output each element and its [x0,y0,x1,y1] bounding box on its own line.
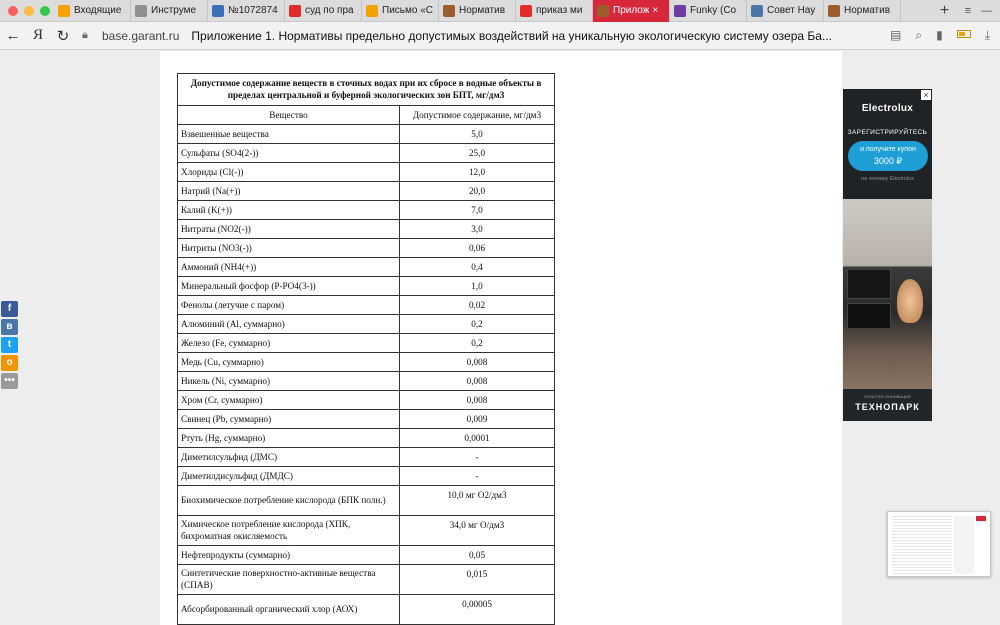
tab-5[interactable] [439,0,516,22]
value-cell: 7,0 [400,201,555,220]
substance-cell: Свинец (Pb, суммарно) [178,410,400,429]
column-header-value: Допустимое содержание, мг/дм3 [400,106,555,125]
substance-cell: Железо (Fe, суммарно) [178,334,400,353]
ad-coupon-button[interactable] [848,141,928,171]
substance-cell: Нефтепродукты (суммарно) [178,546,400,565]
value-cell: - [400,448,555,467]
tab-4[interactable] [362,0,439,22]
thumbnail-badge [976,516,986,521]
value-cell: 0,008 [400,391,555,410]
substance-cell: Диметилдисульфид (ДМДС) [178,467,400,486]
substance-cell: Абсорбированный органический хлор (АОХ) [178,595,400,625]
tab-label: Письмо «С [382,5,433,16]
table-row [178,410,555,429]
tab-8[interactable] [670,0,747,22]
odnoklassniki-share-icon[interactable]: о [1,355,18,371]
value-cell: 0,009 [400,410,555,429]
maximize-window-icon[interactable] [40,6,50,16]
twitter-share-icon[interactable]: t [1,337,18,353]
substance-cell: Минеральный фосфор (P-PO4(3-)) [178,277,400,296]
ad-close-icon[interactable]: × [921,90,931,100]
page-preview-thumbnail[interactable] [887,511,991,577]
battery-icon [957,30,971,38]
table-row [178,220,555,239]
reload-icon[interactable]: ↻ [56,27,70,45]
thumbnail-table [892,516,952,574]
vk-share-icon[interactable]: в [1,319,18,335]
substance-cell: Биохимическое потребление кислорода (БПК полн.) [178,486,400,516]
mail-icon [366,5,378,17]
substance-cell: Взвешенные вещества [178,125,400,144]
thumbnail-sidebar [954,516,974,574]
value-cell: 20,0 [400,182,555,201]
tab-6[interactable] [516,0,593,22]
table-row [178,353,555,372]
tabbar-actions [957,5,1000,17]
value-cell: 0,00005 [400,595,555,625]
back-icon[interactable]: ← [5,27,21,44]
more-share-icon[interactable]: ••• [1,373,18,389]
table-row [178,429,555,448]
ad-kitchen-image [843,199,932,389]
download-icon[interactable]: ⤓ [984,28,990,42]
tab-label: Входящие [74,5,122,16]
garant-icon [443,5,455,17]
table-row [178,163,555,182]
tab-10[interactable] [824,0,901,22]
substance-cell: Калий (K(+)) [178,201,400,220]
table-caption: Допустимое содержание веществ в сточных водах при их сбросе в водные объекты в пределах центральной и буферной экологических зон БПТ, мг/дм3 [178,74,555,106]
table-row [178,595,555,625]
substance-cell: Алюминий (Al, суммарно) [178,315,400,334]
value-cell: 0,2 [400,315,555,334]
close-tab-icon[interactable]: × [652,5,659,16]
downloads-icon[interactable]: ≡ [964,4,971,17]
ad-coupon-line: и получите купон [860,146,916,153]
value-cell: 10,0 мг O2/дм3 [400,486,555,516]
tab-1[interactable] [131,0,208,22]
value-cell: - [400,467,555,486]
table-row [178,372,555,391]
value-cell: 0,008 [400,353,555,372]
close-window-icon[interactable] [8,6,18,16]
value-cell: 0,0001 [400,429,555,448]
tab-label: суд по пра [305,5,354,16]
tab-label: Инструме [151,5,197,16]
technopark-logo: ТЕХНОПАРК [855,402,920,412]
tab-label: приказ ми [536,5,583,16]
address-actions [880,28,1000,43]
table-row [178,486,555,516]
substance-cell: Нитраты (NO2(-)) [178,220,400,239]
social-share-bar [1,301,18,389]
new-tab-button[interactable]: + [939,1,950,19]
substance-cell: Сульфаты (SO4(2-)) [178,144,400,163]
page-title: Приложение 1. Нормативы предельно допустимых воздействий на уникальную экологическую систему озера Ба... [191,28,832,43]
column-header-substance: Вещество [178,106,400,125]
reader-mode-icon[interactable]: ▤ [890,28,902,42]
table-row [178,201,555,220]
value-cell: 0,2 [400,334,555,353]
table-row [178,334,555,353]
value-cell: 1,0 [400,277,555,296]
url-domain: base.garant.ru [102,28,180,43]
substance-cell: Натрий (Na(+)) [178,182,400,201]
doc-icon [212,5,224,17]
tab-bar [0,0,1000,22]
table-row [178,565,555,595]
tool-icon [135,5,147,17]
tabs [54,0,933,22]
vk-icon [751,5,763,17]
table-row [178,258,555,277]
window-controls [0,6,54,16]
value-cell: 0,4 [400,258,555,277]
ad-register-text: ЗАРЕГИСТРИРУЙТЕСЬ [847,129,928,136]
address-bar [0,22,1000,50]
electrolux-logo: Electrolux [861,103,914,114]
tab-label: №1072874 [228,5,278,16]
table-row [178,277,555,296]
tab-0[interactable] [54,0,131,22]
tab-9[interactable] [747,0,824,22]
table-row [178,125,555,144]
substance-cell: Никель (Ni, суммарно) [178,372,400,391]
value-cell: 0,05 [400,546,555,565]
bookmark-icon[interactable]: ▮ [936,28,943,42]
tab-label: Прилож [613,5,650,16]
value-cell: 3,0 [400,220,555,239]
ad-coupon-amount: 3000 ₽ [873,156,903,167]
url-field[interactable] [82,29,880,43]
value-cell: 0,02 [400,296,555,315]
ad-footer [843,389,932,421]
table-row [178,516,555,546]
page-content [0,51,1000,625]
oven-image [847,269,891,299]
value-cell: 12,0 [400,163,555,182]
table-row [178,448,555,467]
ad-header [843,89,932,199]
table-row [178,144,555,163]
substance-cell: Синтетические поверхностно-активные вещества (СПАВ) [178,565,400,595]
minimize-window-icon[interactable] [24,6,34,16]
garant-icon [597,5,609,17]
table-row [178,391,555,410]
value-cell: 0,06 [400,239,555,258]
value-cell: 0,008 [400,372,555,391]
table-row [178,239,555,258]
table-row [178,315,555,334]
facebook-share-icon[interactable]: f [1,301,18,317]
table-row [178,182,555,201]
tab-3[interactable] [285,0,362,22]
yandex-home-icon[interactable]: Я [32,27,43,43]
table-row [178,546,555,565]
substance-cell: Ртуть (Hg, суммарно) [178,429,400,448]
value-cell: 34,0 мг O/дм3 [400,516,555,546]
lamp-image [897,279,923,323]
tab-label: Норматив [459,5,506,16]
yandex-icon [520,5,532,17]
minimize-icon[interactable]: — [981,4,992,17]
substance-cell: Аммоний (NH4(+)) [178,258,400,277]
value-cell: 0,015 [400,565,555,595]
substance-cell: Медь (Cu, суммарно) [178,353,400,372]
substance-cell: Хром (Cr, суммарно) [178,391,400,410]
value-cell: 5,0 [400,125,555,144]
norms-table [177,73,555,625]
tab-label: Норматив [844,5,891,16]
mail-icon [58,5,70,17]
table-row [178,467,555,486]
tab-7[interactable] [593,0,670,22]
funky-icon [674,5,686,17]
substance-cell: Диметилсульфид (ДМС) [178,448,400,467]
yandex-icon [289,5,301,17]
search-page-icon[interactable]: ⌕ [915,28,923,42]
lock-icon[interactable]: 🔒︎ [82,29,88,41]
partner-subtitle: КУЛЬТУРА ИННОВАЦИЙ [864,394,911,399]
garant-icon [828,5,840,17]
microwave-image [847,303,891,329]
tab-label: Funky (Co [690,5,737,16]
substance-cell: Химическое потребление кислорода (ХПК, бихроматная окисляемость [178,516,400,546]
table-row [178,296,555,315]
substance-cell: Фенолы (летучие с паром) [178,296,400,315]
tab-2[interactable] [208,0,285,22]
substance-cell: Хлориды (Cl(-)) [178,163,400,182]
ad-small-print: на технику Electrolux [861,176,914,182]
value-cell: 25,0 [400,144,555,163]
substance-cell: Нитриты (NO3(-)) [178,239,400,258]
tab-label: Совет Нау [767,5,816,16]
electrolux-ad-banner[interactable] [843,89,932,421]
